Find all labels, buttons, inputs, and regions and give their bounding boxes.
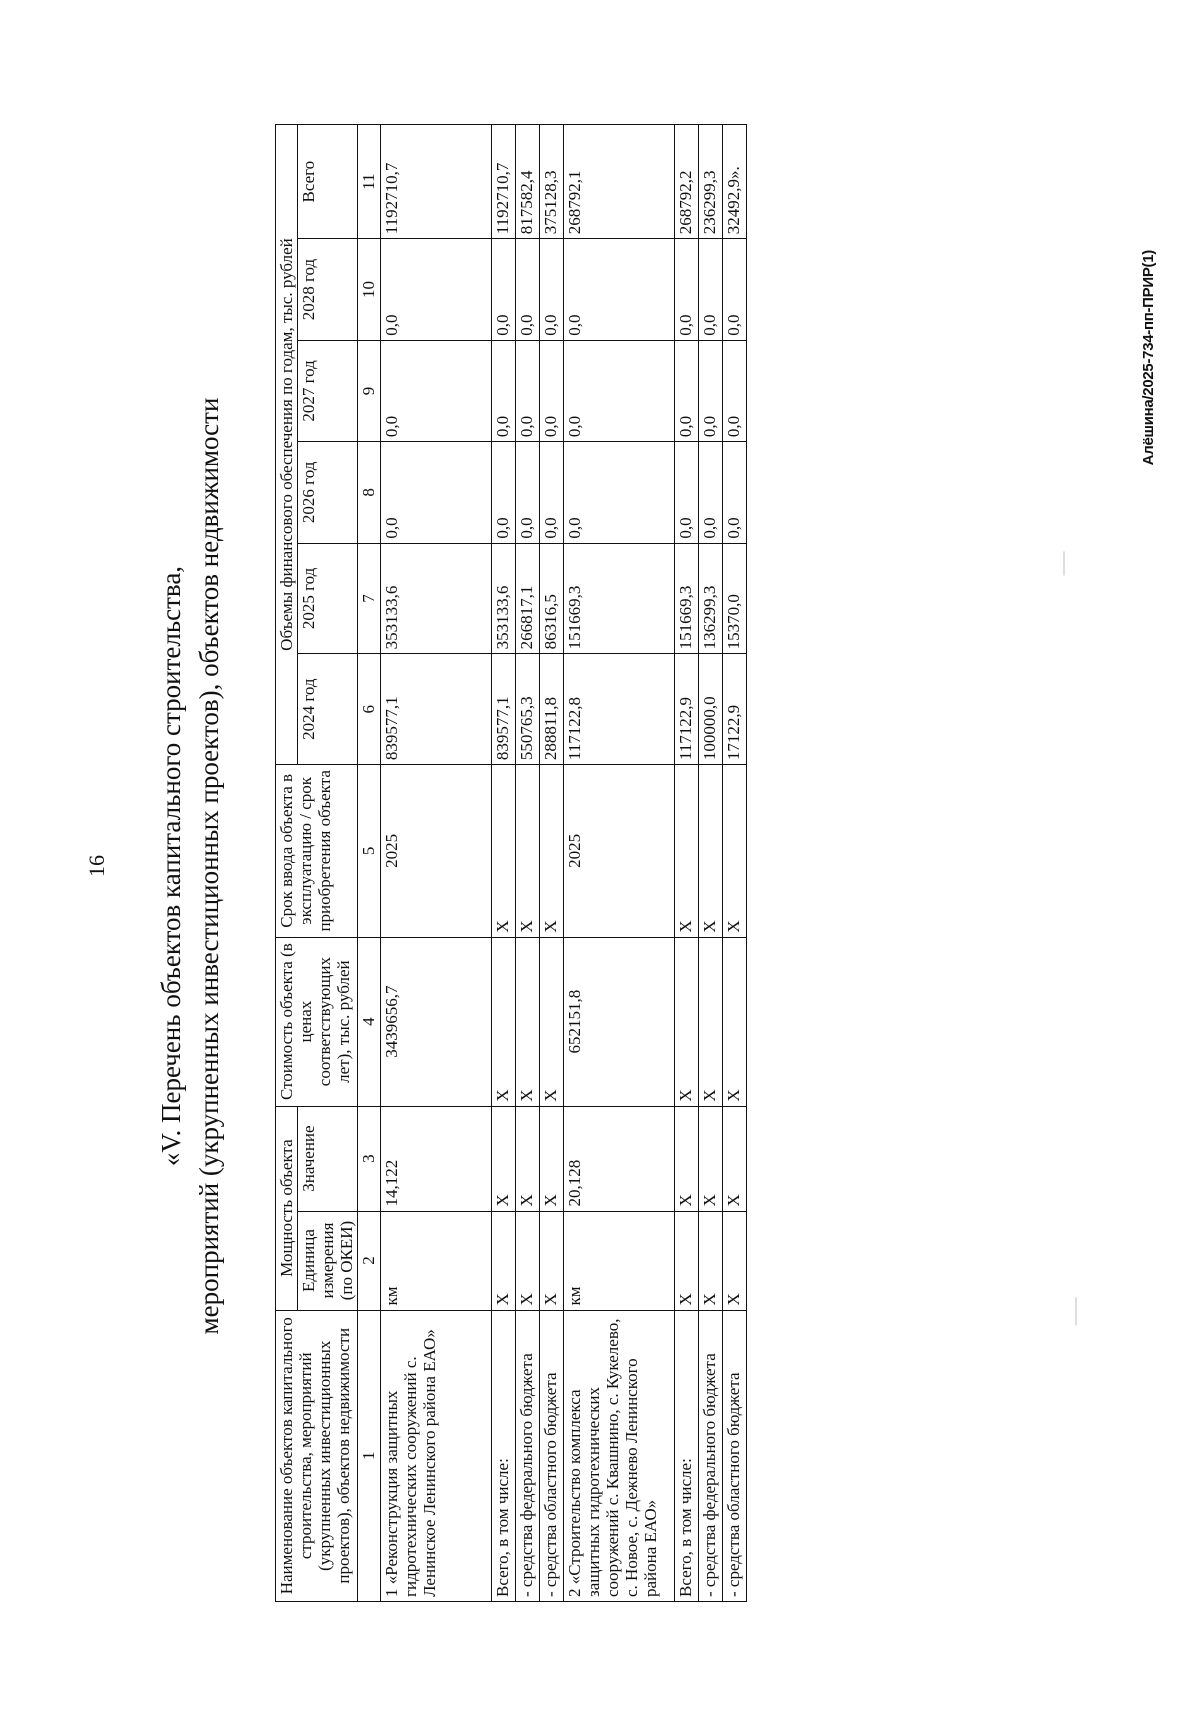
y2028-cell: 0,0: [492, 239, 516, 340]
y2024-cell: 839577,1: [492, 654, 516, 765]
y2026-cell: 0,0: [540, 442, 564, 543]
header-2026: 2026 год: [298, 442, 358, 543]
table-row: [723, 125, 747, 1602]
total-cell: 268792,2: [675, 125, 699, 239]
y2025-cell: 136299,3: [699, 543, 723, 654]
y2026-cell: 0,0: [381, 442, 492, 543]
table-row: [564, 125, 675, 1602]
y2024-cell: 288811,8: [540, 654, 564, 765]
header-unit: Единица измерения (по ОКЕИ): [298, 1211, 358, 1310]
header-2025: 2025 год: [298, 543, 358, 654]
scan-artifact: [1076, 1298, 1077, 1326]
total-cell: 1192710,7: [381, 125, 492, 239]
column-number: 10: [358, 239, 381, 340]
object-name: - средства областного бюджета: [723, 1310, 747, 1601]
y2027-cell: 0,0: [699, 340, 723, 441]
column-number: 3: [358, 1106, 381, 1211]
unit-cell: км: [381, 1211, 492, 1310]
table-row: [540, 125, 564, 1602]
header-funding: Объемы финансового обеспечения по годам, тыс. рублей: [276, 125, 298, 765]
deadline-cell: Х: [492, 765, 516, 938]
y2027-cell: 0,0: [564, 340, 675, 441]
y2025-cell: 86316,5: [540, 543, 564, 654]
cost-cell: Х: [723, 937, 747, 1106]
column-number: 1: [358, 1310, 381, 1601]
title-line-1: «V. Перечень объектов капитального строительства,: [156, 565, 186, 1167]
deadline-cell: Х: [723, 765, 747, 938]
y2026-cell: 0,0: [516, 442, 540, 543]
object-name: Всего, в том числе:: [675, 1310, 699, 1601]
total-cell: 236299,3: [699, 125, 723, 239]
value-cell: Х: [723, 1106, 747, 1211]
unit-cell: Х: [675, 1211, 699, 1310]
value-cell: Х: [516, 1106, 540, 1211]
column-number: 7: [358, 543, 381, 654]
unit-cell: Х: [516, 1211, 540, 1310]
unit-cell: Х: [492, 1211, 516, 1310]
total-cell: 32492,9».: [723, 125, 747, 239]
column-numbers-row: [358, 125, 381, 1602]
y2028-cell: 0,0: [723, 239, 747, 340]
cost-cell: Х: [675, 937, 699, 1106]
y2025-cell: 266817,1: [516, 543, 540, 654]
total-cell: 1192710,7: [492, 125, 516, 239]
unit-cell: Х: [699, 1211, 723, 1310]
cost-cell: Х: [699, 937, 723, 1106]
column-number: 5: [358, 765, 381, 938]
y2027-cell: 0,0: [492, 340, 516, 441]
y2026-cell: 0,0: [699, 442, 723, 543]
value-cell: Х: [699, 1106, 723, 1211]
header-deadline: Срок ввода объекта в эксплуатацию / срок приобретения объекта: [276, 765, 358, 938]
y2027-cell: 0,0: [723, 340, 747, 441]
header-name: Наименование объектов капитального строительства, мероприятий (укрупненных инвестиционных проектов), объектов недвижимости: [276, 1310, 358, 1601]
y2028-cell: 0,0: [564, 239, 675, 340]
total-cell: 817582,4: [516, 125, 540, 239]
y2028-cell: 0,0: [699, 239, 723, 340]
y2024-cell: 839577,1: [381, 654, 492, 765]
object-name: - средства федерального бюджета: [699, 1310, 723, 1601]
deadline-cell: Х: [699, 765, 723, 938]
header-cost: Стоимость объекта (в ценах соответствующих лет), тыс. рублей: [276, 937, 358, 1106]
y2025-cell: 353133,6: [381, 543, 492, 654]
column-number: 9: [358, 340, 381, 441]
object-name: Всего, в том числе:: [492, 1310, 516, 1601]
cost-cell: Х: [492, 937, 516, 1106]
deadline-cell: 2025: [564, 765, 675, 938]
y2024-cell: 117122,8: [564, 654, 675, 765]
table-row: [675, 125, 699, 1602]
file-tag: Алёшина/2025-734-пп-ПРИР(1): [1140, 250, 1157, 466]
cost-cell: Х: [516, 937, 540, 1106]
unit-cell: Х: [723, 1211, 747, 1310]
value-cell: 14,122: [381, 1106, 492, 1211]
unit-cell: Х: [540, 1211, 564, 1310]
deadline-cell: Х: [516, 765, 540, 938]
deadline-cell: Х: [540, 765, 564, 938]
y2025-cell: 151669,3: [675, 543, 699, 654]
scan-artifact: [1064, 552, 1065, 576]
column-number: 11: [358, 125, 381, 239]
cost-cell: 652151,8: [564, 937, 675, 1106]
y2027-cell: 0,0: [675, 340, 699, 441]
header-value: Значение: [298, 1106, 358, 1211]
y2027-cell: 0,0: [540, 340, 564, 441]
y2026-cell: 0,0: [564, 442, 675, 543]
object-name: 1 «Реконструкция защитных гидротехнических сооружений с. Ленинское Ленинского района ЕАО»: [381, 1310, 492, 1601]
header-2027: 2027 год: [298, 340, 358, 441]
y2025-cell: 15370,0: [723, 543, 747, 654]
cost-cell: 3439656,7: [381, 937, 492, 1106]
deadline-cell: Х: [675, 765, 699, 938]
total-cell: 268792,1: [564, 125, 675, 239]
y2028-cell: 0,0: [675, 239, 699, 340]
column-number: 6: [358, 654, 381, 765]
y2024-cell: 100000,0: [699, 654, 723, 765]
y2026-cell: 0,0: [675, 442, 699, 543]
value-cell: Х: [675, 1106, 699, 1211]
header-capacity: Мощность объекта: [276, 1106, 298, 1310]
table-row: [699, 125, 723, 1602]
header-2028: 2028 год: [298, 239, 358, 340]
value-cell: Х: [492, 1106, 516, 1211]
total-cell: 375128,3: [540, 125, 564, 239]
deadline-cell: 2025: [381, 765, 492, 938]
y2026-cell: 0,0: [492, 442, 516, 543]
table-row: [516, 125, 540, 1602]
header-total: Всего: [298, 125, 358, 239]
y2028-cell: 0,0: [381, 239, 492, 340]
y2025-cell: 151669,3: [564, 543, 675, 654]
table-row: [381, 125, 492, 1602]
cost-cell: Х: [540, 937, 564, 1106]
value-cell: Х: [540, 1106, 564, 1211]
title-line-2: мероприятий (укрупненных инвестиционных проектов), объектов недвижимости: [194, 397, 224, 1335]
y2028-cell: 0,0: [540, 239, 564, 340]
page-title: [152, 0, 228, 1732]
table-header: [276, 125, 381, 1602]
column-number: 2: [358, 1211, 381, 1310]
unit-cell: км: [564, 1211, 675, 1310]
value-cell: 20,128: [564, 1106, 675, 1211]
object-name: 2 «Строительство комплекса защитных гидротехнических сооружений с. Квашнино, с. Кукелево, с. Новое, с. Дежнево Ленинского района ЕАО»: [564, 1310, 675, 1601]
object-name: - средства федерального бюджета: [516, 1310, 540, 1601]
y2026-cell: 0,0: [723, 442, 747, 543]
y2025-cell: 353133,6: [492, 543, 516, 654]
object-name: - средства областного бюджета: [540, 1310, 564, 1601]
column-number: 4: [358, 937, 381, 1106]
y2024-cell: 117122,9: [675, 654, 699, 765]
y2027-cell: 0,0: [381, 340, 492, 441]
y2028-cell: 0,0: [516, 239, 540, 340]
column-number: 8: [358, 442, 381, 543]
y2024-cell: 550765,3: [516, 654, 540, 765]
y2027-cell: 0,0: [516, 340, 540, 441]
objects-table: [275, 124, 747, 1602]
header-2024: 2024 год: [298, 654, 358, 765]
y2024-cell: 17122,9: [723, 654, 747, 765]
page-number: 16: [84, 855, 109, 877]
table-body: [381, 125, 747, 1602]
table-row: [492, 125, 516, 1602]
